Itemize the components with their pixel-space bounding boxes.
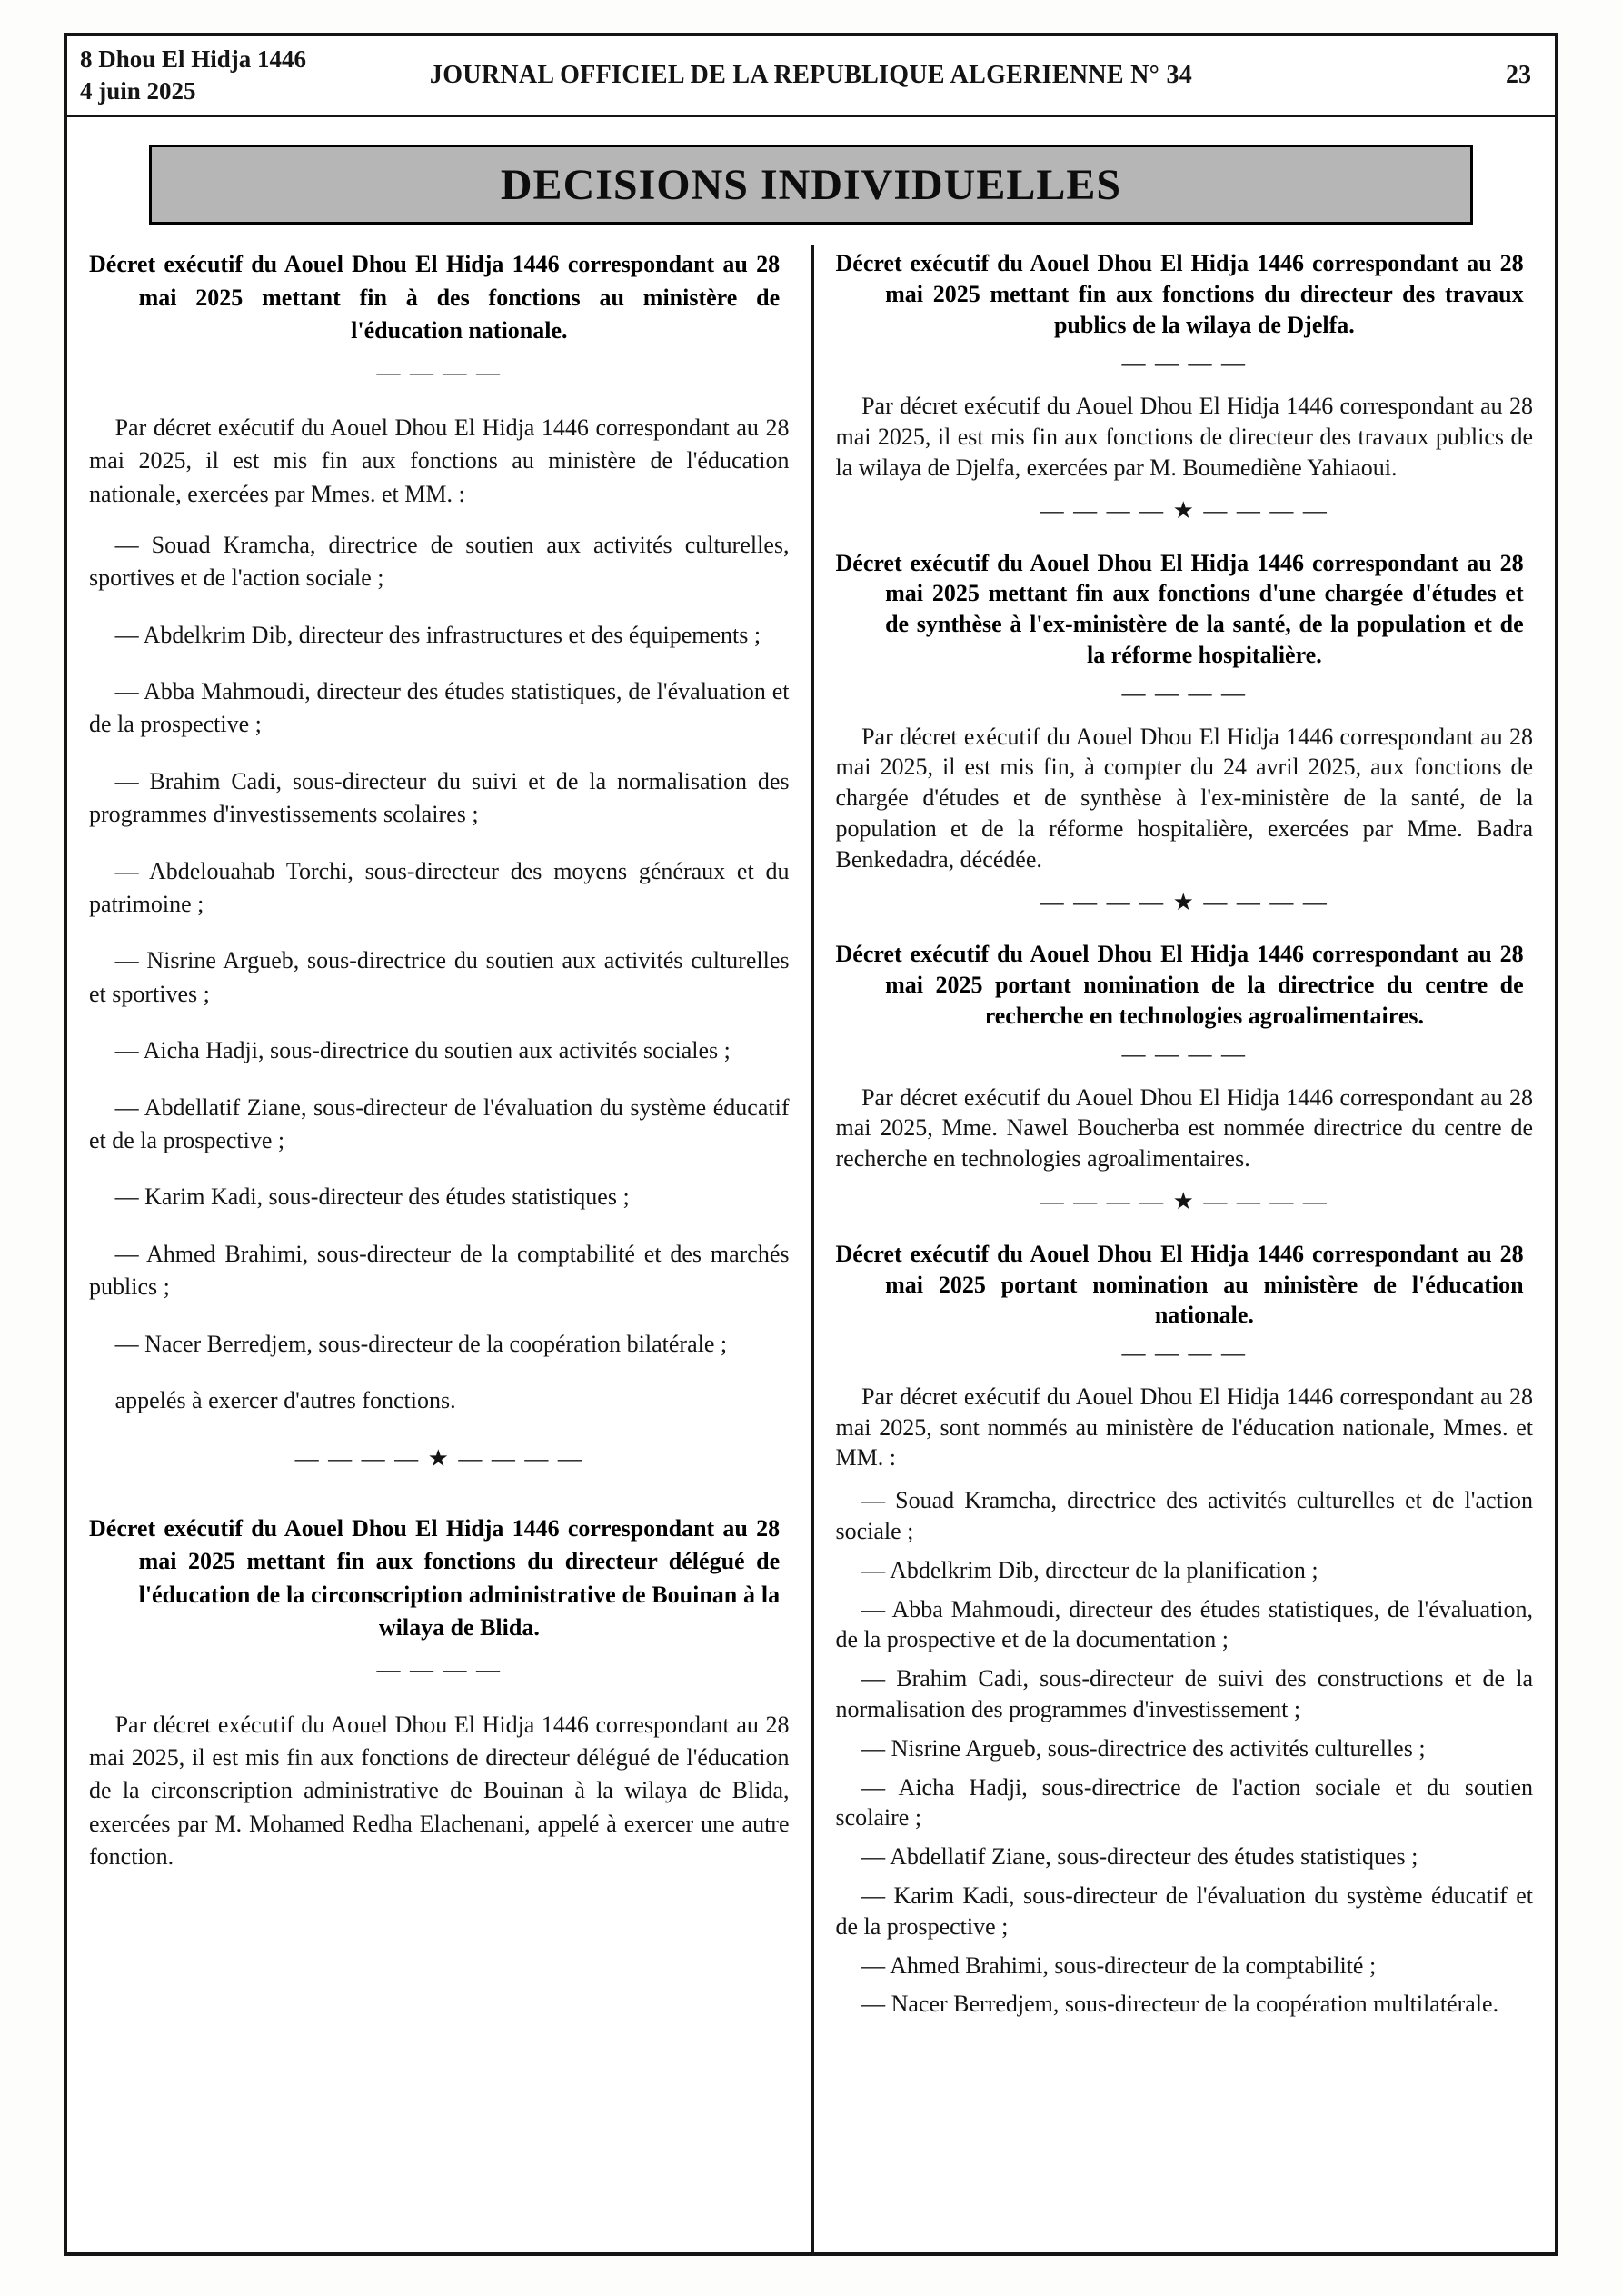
star-separator: — — — — ★ — — — — xyxy=(1040,1187,1328,1214)
header-dates xyxy=(80,44,430,107)
decree-list-item: — Abdellatif Ziane, sous-directeur de l'évaluation du système éducatif et de la prospective ; xyxy=(89,1093,790,1153)
decree-list-item: — Souad Kramcha, directrice des activités culturelles et de l'action sociale ; xyxy=(835,1487,1533,1545)
decree-closing-line: appelés à exercer d'autres fonctions. xyxy=(114,1386,456,1413)
decree-list-item: — Abba Mahmoudi, directeur des études statistiques, de l'évaluation et de la prospective ; xyxy=(89,678,790,738)
column-left xyxy=(67,245,811,2252)
decree-list-item: — Karim Kadi, sous-directeur de l'évaluation du système éducatif et de la prospective ; xyxy=(835,1882,1533,1940)
decree-paragraph: Par décret exécutif du Aouel Dhou El Hidja 1446 correspondant au 28 mai 2025, il est mis fin aux fonctions de directeur des travaux publics de la wilaya de Djelfa, exercées par M. Boumediène Yahiaoui. xyxy=(835,393,1533,481)
decree-list-item: — Aicha Hadji, sous-directrice de l'action sociale et du soutien scolaire ; xyxy=(835,1773,1533,1832)
decree-heading: Décret exécutif du Aouel Dhou El Hidja 1446 correspondant au 28 mai 2025 mettant fin aux fonctions d'une chargée d'études et de synthèse à l'ex-ministère de la santé, de la population et de la réforme hospitalière. xyxy=(835,549,1524,668)
header-date-hijri: 8 Dhou El Hidja 1446 xyxy=(80,45,307,73)
column-right xyxy=(811,245,1556,2252)
decree-paragraph: Par décret exécutif du Aouel Dhou El Hidja 1446 correspondant au 28 mai 2025, il est mis fin, à compter du 24 avril 2025, aux fonctions de chargée d'études et de synthèse à l'ex-ministère de la santé, de la population et de la réforme hospitalière, exercées par Mme. Badra Benkedadra, décédée. xyxy=(835,723,1533,873)
decree-list-item: — Brahim Cadi, sous-directeur de suivi des constructions et de la normalisation des programmes d'investissement ; xyxy=(835,1665,1533,1723)
decree-list-item: — Nacer Berredjem, sous-directeur de la coopération multilatérale. xyxy=(861,1991,1499,2018)
dash-separator: — — — — xyxy=(1121,1040,1247,1067)
decree-heading: Décret exécutif du Aouel Dhou El Hidja 1446 correspondant au 28 mai 2025 mettant fin à des fonctions au ministère de l'éducation nationale. xyxy=(89,251,781,344)
decree-heading: Décret exécutif du Aouel Dhou El Hidja 1446 correspondant au 28 mai 2025 portant nomination de la directrice du centre de recherche en technologies agroalimentaires. xyxy=(835,941,1524,1029)
decree-paragraph: Par décret exécutif du Aouel Dhou El Hidja 1446 correspondant au 28 mai 2025, il est mis fin aux fonctions de directeur délégué de l'éducation de la circonscription administrative de Bouinan à la wilaya de Blida, exercées par M. Mohamed Redha Elachenani, appelé à exercer une autre fonction. xyxy=(89,1711,790,1871)
page-content xyxy=(67,245,1555,2252)
dash-separator: — — — — xyxy=(376,359,502,386)
decree-list-item: — Abba Mahmoudi, directeur des études statistiques, de l'évaluation, de la prospective et de la documentation ; xyxy=(835,1595,1533,1653)
decree-list-item: — Nacer Berredjem, sous-directeur de la coopération bilatérale ; xyxy=(114,1330,728,1357)
decree-list-item: — Abdelkrim Dib, directeur de la planification ; xyxy=(861,1556,1318,1583)
star-separator: — — — — ★ — — — — xyxy=(1040,496,1328,524)
header-date-gregorian: 4 juin 2025 xyxy=(80,77,196,105)
decree-list-item: — Souad Kramcha, directrice de soutien aux activités culturelles, sportives et de l'action sociale ; xyxy=(89,531,790,592)
decree-list-item: — Aicha Hadji, sous-directrice du soutien aux activités sociales ; xyxy=(114,1037,731,1064)
decree-list-item: — Ahmed Brahimi, sous-directeur de la comptabilité et des marchés publics ; xyxy=(89,1240,790,1301)
decree-heading: Décret exécutif du Aouel Dhou El Hidja 1446 correspondant au 28 mai 2025 mettant fin aux fonctions du directeur délégué de l'éducation de la circonscription administrative de Bouinan à la wilaya de Blida. xyxy=(89,1514,781,1641)
section-title: DECISIONS INDIVIDUELLES xyxy=(500,160,1122,209)
dash-separator: — — — — xyxy=(1121,349,1247,376)
section-banner xyxy=(149,145,1473,225)
star-separator: — — — — ★ — — — — xyxy=(294,1445,583,1472)
decree-heading: Décret exécutif du Aouel Dhou El Hidja 1446 correspondant au 28 mai 2025 portant nomination au ministère de l'éducation nationale. xyxy=(835,1240,1524,1329)
decree-list-item: — Abdelouahab Torchi, sous-directeur des moyens généraux et du patrimoine ; xyxy=(89,857,790,918)
decree-heading: Décret exécutif du Aouel Dhou El Hidja 1446 correspondant au 28 mai 2025 mettant fin aux fonctions du directeur des travaux publics de la wilaya de Djelfa. xyxy=(835,250,1524,338)
page-header xyxy=(67,36,1555,117)
dash-separator: — — — — xyxy=(376,1656,502,1683)
decree-list-item: — Nisrine Argueb, sous-directrice des activités culturelles ; xyxy=(861,1734,1426,1762)
decree-list-item: — Ahmed Brahimi, sous-directeur de la comptabilité ; xyxy=(861,1952,1377,1979)
decree-paragraph: Par décret exécutif du Aouel Dhou El Hidja 1446 correspondant au 28 mai 2025, sont nommés au ministère de l'éducation nationale, Mmes. et MM. : xyxy=(835,1383,1533,1472)
journal-title: JOURNAL OFFICIEL DE LA REPUBLIQUE ALGERIENNE N° 34 xyxy=(429,61,1193,90)
decree-list-item: — Abdellatif Ziane, sous-directeur des études statistiques ; xyxy=(861,1843,1418,1871)
decree-list-item: — Brahim Cadi, sous-directeur du suivi et de la normalisation des programmes d'investissements scolaires ; xyxy=(89,767,790,828)
decree-list-item: — Nisrine Argueb, sous-directrice du soutien aux activités culturelles et sportives ; xyxy=(89,947,790,1007)
dash-separator: — — — — xyxy=(1121,679,1247,706)
decree-list-item: — Karim Kadi, sous-directeur des études statistiques ; xyxy=(114,1183,630,1211)
page-number: 23 xyxy=(1506,61,1531,90)
decree-paragraph: Par décret exécutif du Aouel Dhou El Hidja 1446 correspondant au 28 mai 2025, Mme. Nawel Boucherba est nommée directrice du centre de recherche en technologies agroalimentaires. xyxy=(835,1083,1533,1173)
decree-paragraph: Par décret exécutif du Aouel Dhou El Hidja 1446 correspondant au 28 mai 2025, il est mis fin aux fonctions au ministère de l'éducation nationale, exercées par Mmes. et MM. : xyxy=(89,414,790,507)
star-separator: — — — — ★ — — — — xyxy=(1040,888,1328,915)
decree-list-item: — Abdelkrim Dib, directeur des infrastructures et des équipements ; xyxy=(114,621,761,648)
page-frame xyxy=(64,33,1558,2256)
dash-separator: — — — — xyxy=(1121,1340,1247,1367)
